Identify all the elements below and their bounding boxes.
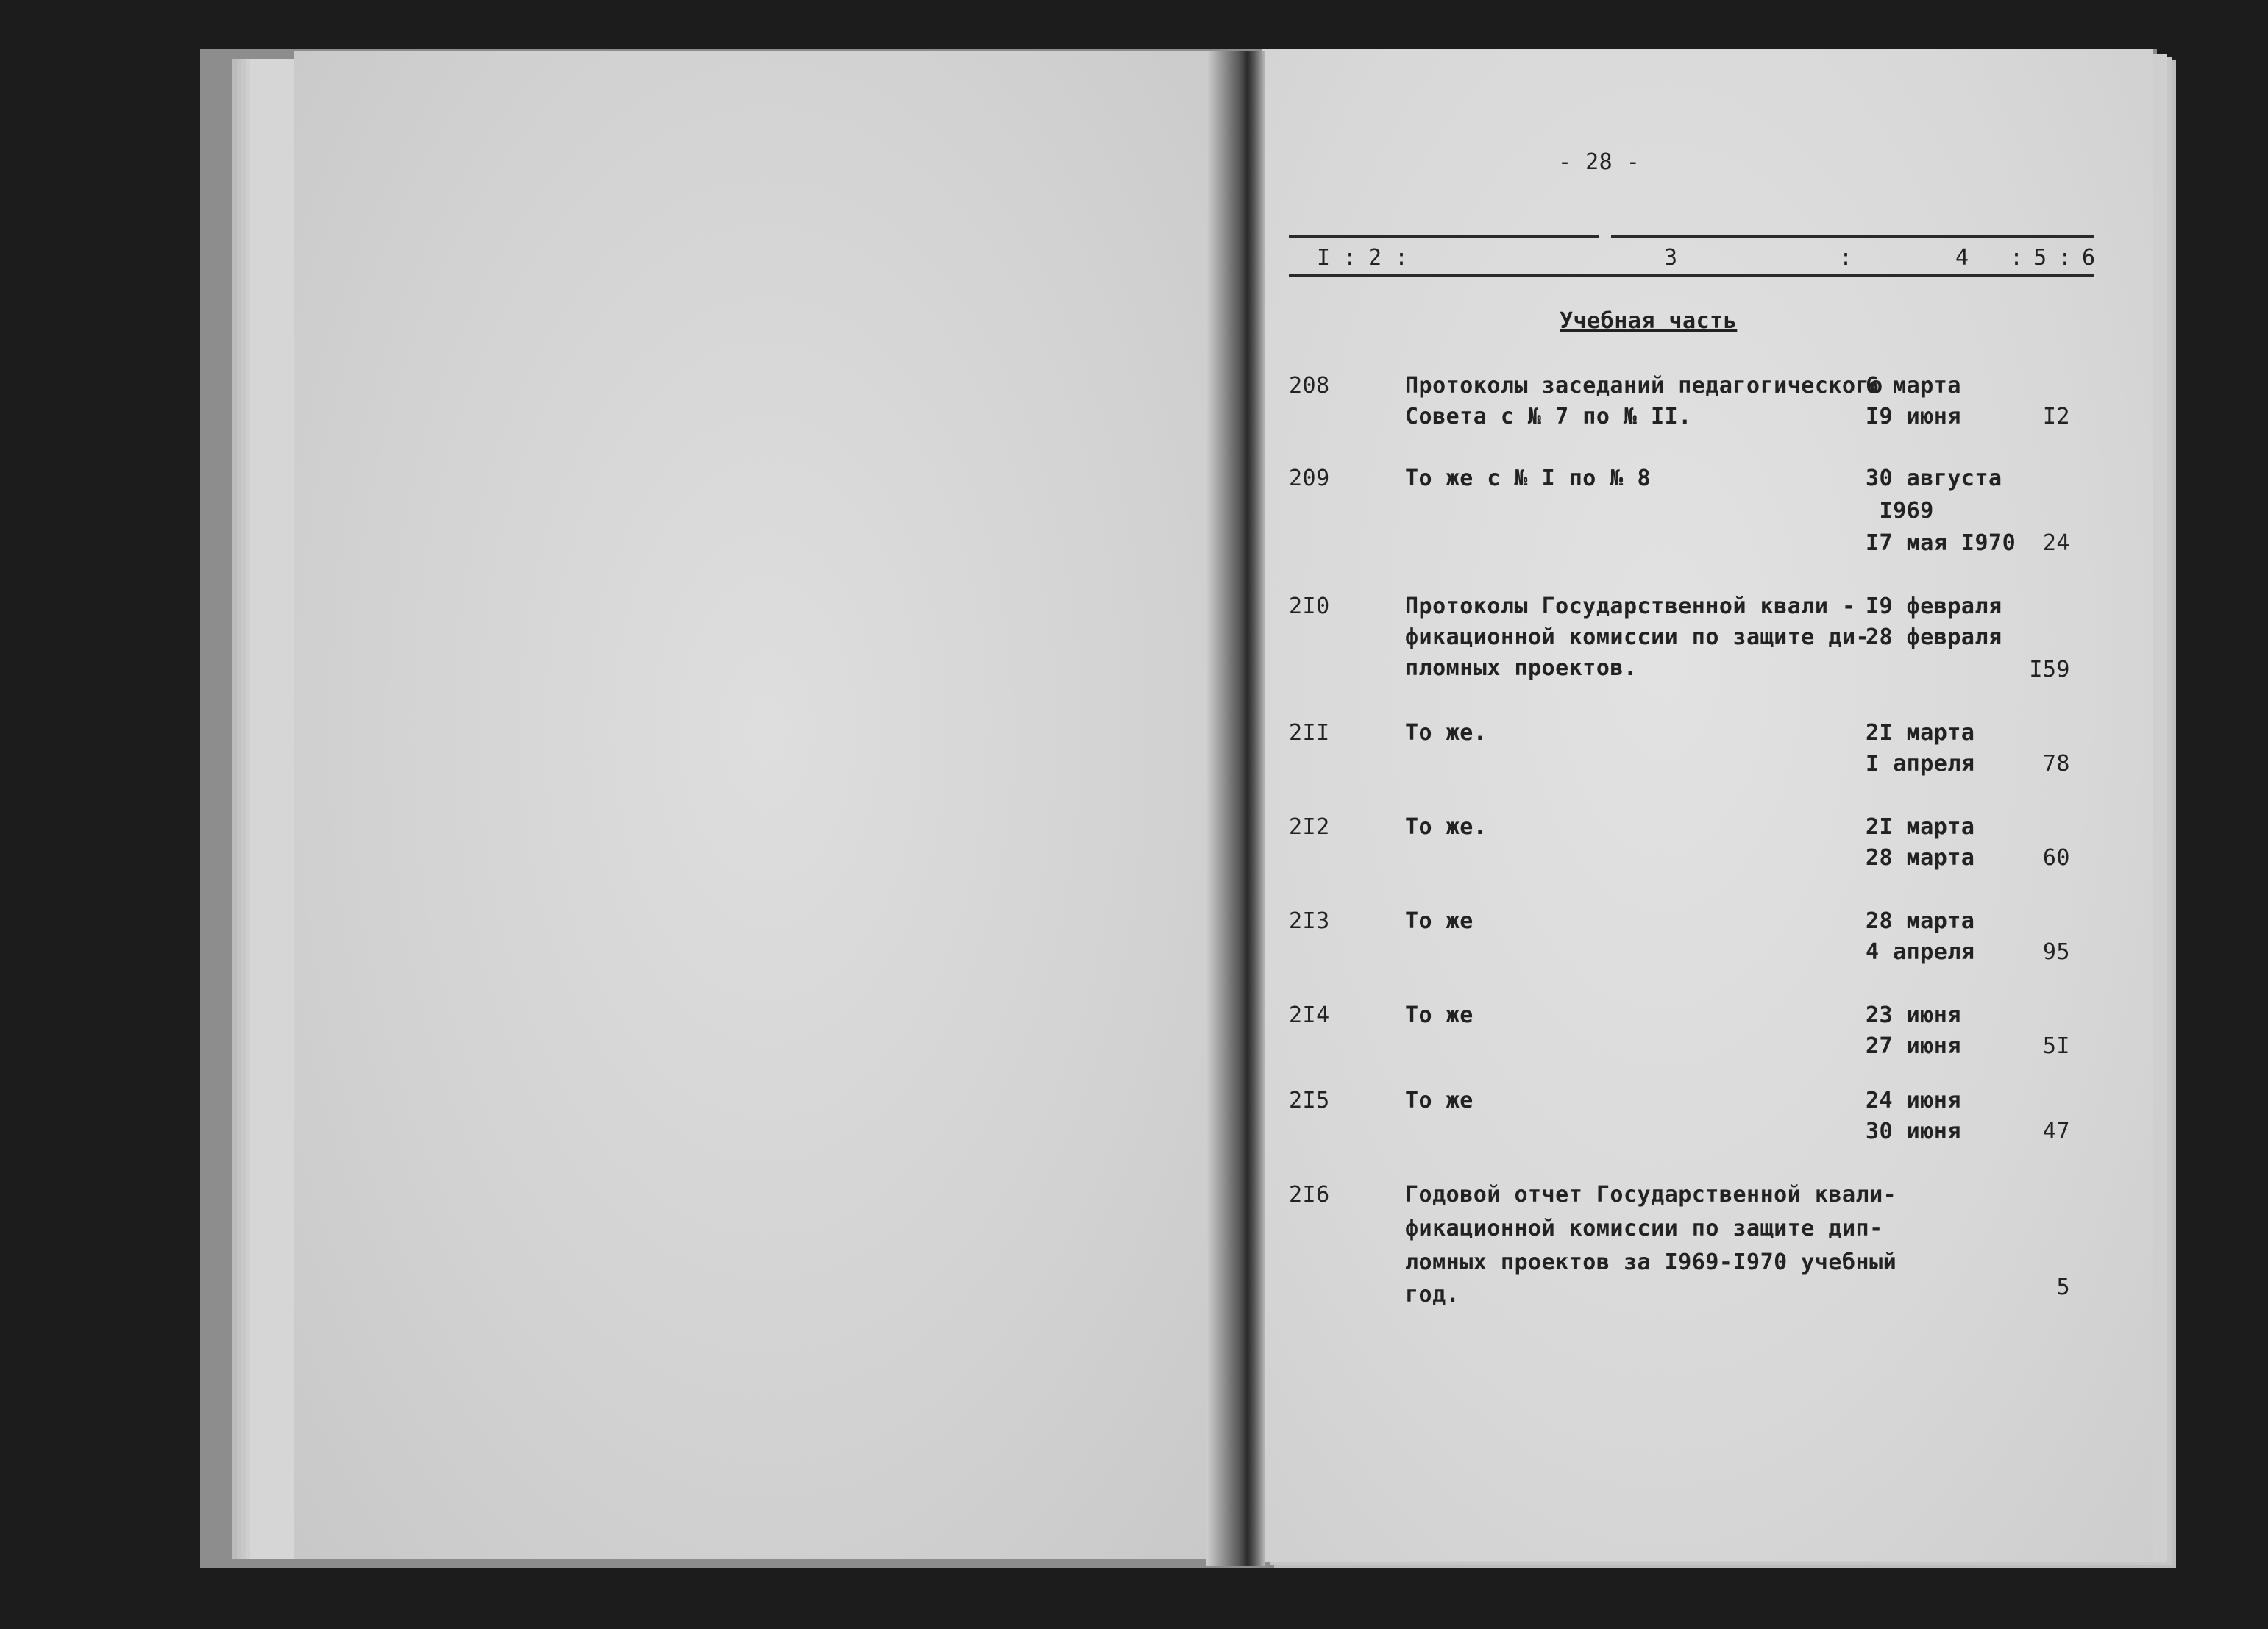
row-sheet-count: 5 <box>2056 1275 2070 1300</box>
row-number: 2I4 <box>1289 1002 1330 1028</box>
row-description-line: Совета с № 7 по № II. <box>1405 404 1692 429</box>
header-rule-left <box>1289 235 1599 238</box>
column-header-3: 3 <box>1664 245 1678 271</box>
row-number: 2II <box>1289 720 1330 746</box>
row-sheet-count: 78 <box>2042 751 2070 777</box>
row-date-end: I7 мая I970 <box>1866 530 2016 556</box>
column-separator: : <box>2010 245 2024 271</box>
row-sheet-count: 95 <box>2042 939 2070 965</box>
row-description-line: фикационной комиссии по защите дип- <box>1405 1216 1883 1241</box>
row-date-start: 23 июня <box>1866 1002 1961 1028</box>
left-page-blank <box>294 51 1240 1559</box>
row-sheet-count: 60 <box>2042 845 2070 871</box>
section-title: Учебная часть <box>1560 308 1738 334</box>
row-date-end: 28 февраля <box>1866 624 2002 650</box>
column-header-6: 6 <box>2082 245 2096 271</box>
column-separator: : <box>1343 245 1357 271</box>
row-date-end: I9 июня <box>1866 404 1961 429</box>
row-date-end: 30 июня <box>1866 1119 1961 1144</box>
header-rule-bottom <box>1289 274 2094 277</box>
row-date-start: 28 марта <box>1866 908 1975 934</box>
row-date-end: 28 марта <box>1866 845 1975 871</box>
book-gutter <box>1206 51 1265 1566</box>
row-date-start: 30 августа <box>1866 466 2002 491</box>
header-rule-right <box>1611 235 2094 238</box>
row-description-line: фикационной комиссии по защите ди- <box>1405 624 1870 650</box>
column-separator: : <box>1839 245 1853 271</box>
row-number: 208 <box>1289 373 1330 399</box>
row-description-line: То же с № I по № 8 <box>1405 466 1652 491</box>
row-date-start: I9 февраля <box>1866 594 2002 619</box>
row-sheet-count: 24 <box>2042 530 2070 556</box>
row-description-line: год. <box>1405 1282 1460 1308</box>
column-header-5: 5 <box>2033 245 2047 271</box>
row-date-start: 24 июня <box>1866 1088 1961 1113</box>
row-description-line: ломных проектов за I969-I970 учебный <box>1405 1250 1897 1275</box>
row-number: 209 <box>1289 466 1330 491</box>
column-header-1: I <box>1317 245 1331 271</box>
row-description-line: Годовой отчет Государственной квали- <box>1405 1182 1897 1208</box>
row-sheet-count: I59 <box>2029 657 2070 682</box>
column-header-2: 2 <box>1368 245 1382 271</box>
row-description-line: Протоколы Государственной квали - <box>1405 594 1856 619</box>
row-date-year: I969 <box>1866 498 1934 524</box>
row-number: 2I6 <box>1289 1182 1330 1208</box>
row-number: 2I2 <box>1289 814 1330 840</box>
row-number: 2I5 <box>1289 1088 1330 1113</box>
row-sheet-count: 47 <box>2042 1119 2070 1144</box>
row-number: 2I3 <box>1289 908 1330 934</box>
column-header-4: 4 <box>1955 245 1969 271</box>
row-description-line: То же. <box>1405 814 1487 840</box>
row-description-line: То же <box>1405 908 1474 934</box>
page-number: - 28 - <box>1558 149 1640 175</box>
row-description-line: То же <box>1405 1002 1474 1028</box>
row-description-line: То же. <box>1405 720 1487 746</box>
row-description-line: То же <box>1405 1088 1474 1113</box>
row-date-end: I апреля <box>1866 751 1975 777</box>
row-sheet-count: 5I <box>2042 1033 2070 1059</box>
row-date-start: 6 марта <box>1866 373 1961 399</box>
row-sheet-count: I2 <box>2042 404 2070 429</box>
column-separator: : <box>1395 245 1409 271</box>
row-date-start: 2I марта <box>1866 814 1975 840</box>
row-date-start: 2I марта <box>1866 720 1975 746</box>
row-description-line: Протоколы заседаний педагогического <box>1405 373 1883 399</box>
row-date-end: 4 апреля <box>1866 939 1975 965</box>
column-separator: : <box>2058 245 2072 271</box>
row-date-end: 27 июня <box>1866 1033 1961 1059</box>
row-description-line: пломных проектов. <box>1405 655 1638 681</box>
row-number: 2I0 <box>1289 594 1330 619</box>
